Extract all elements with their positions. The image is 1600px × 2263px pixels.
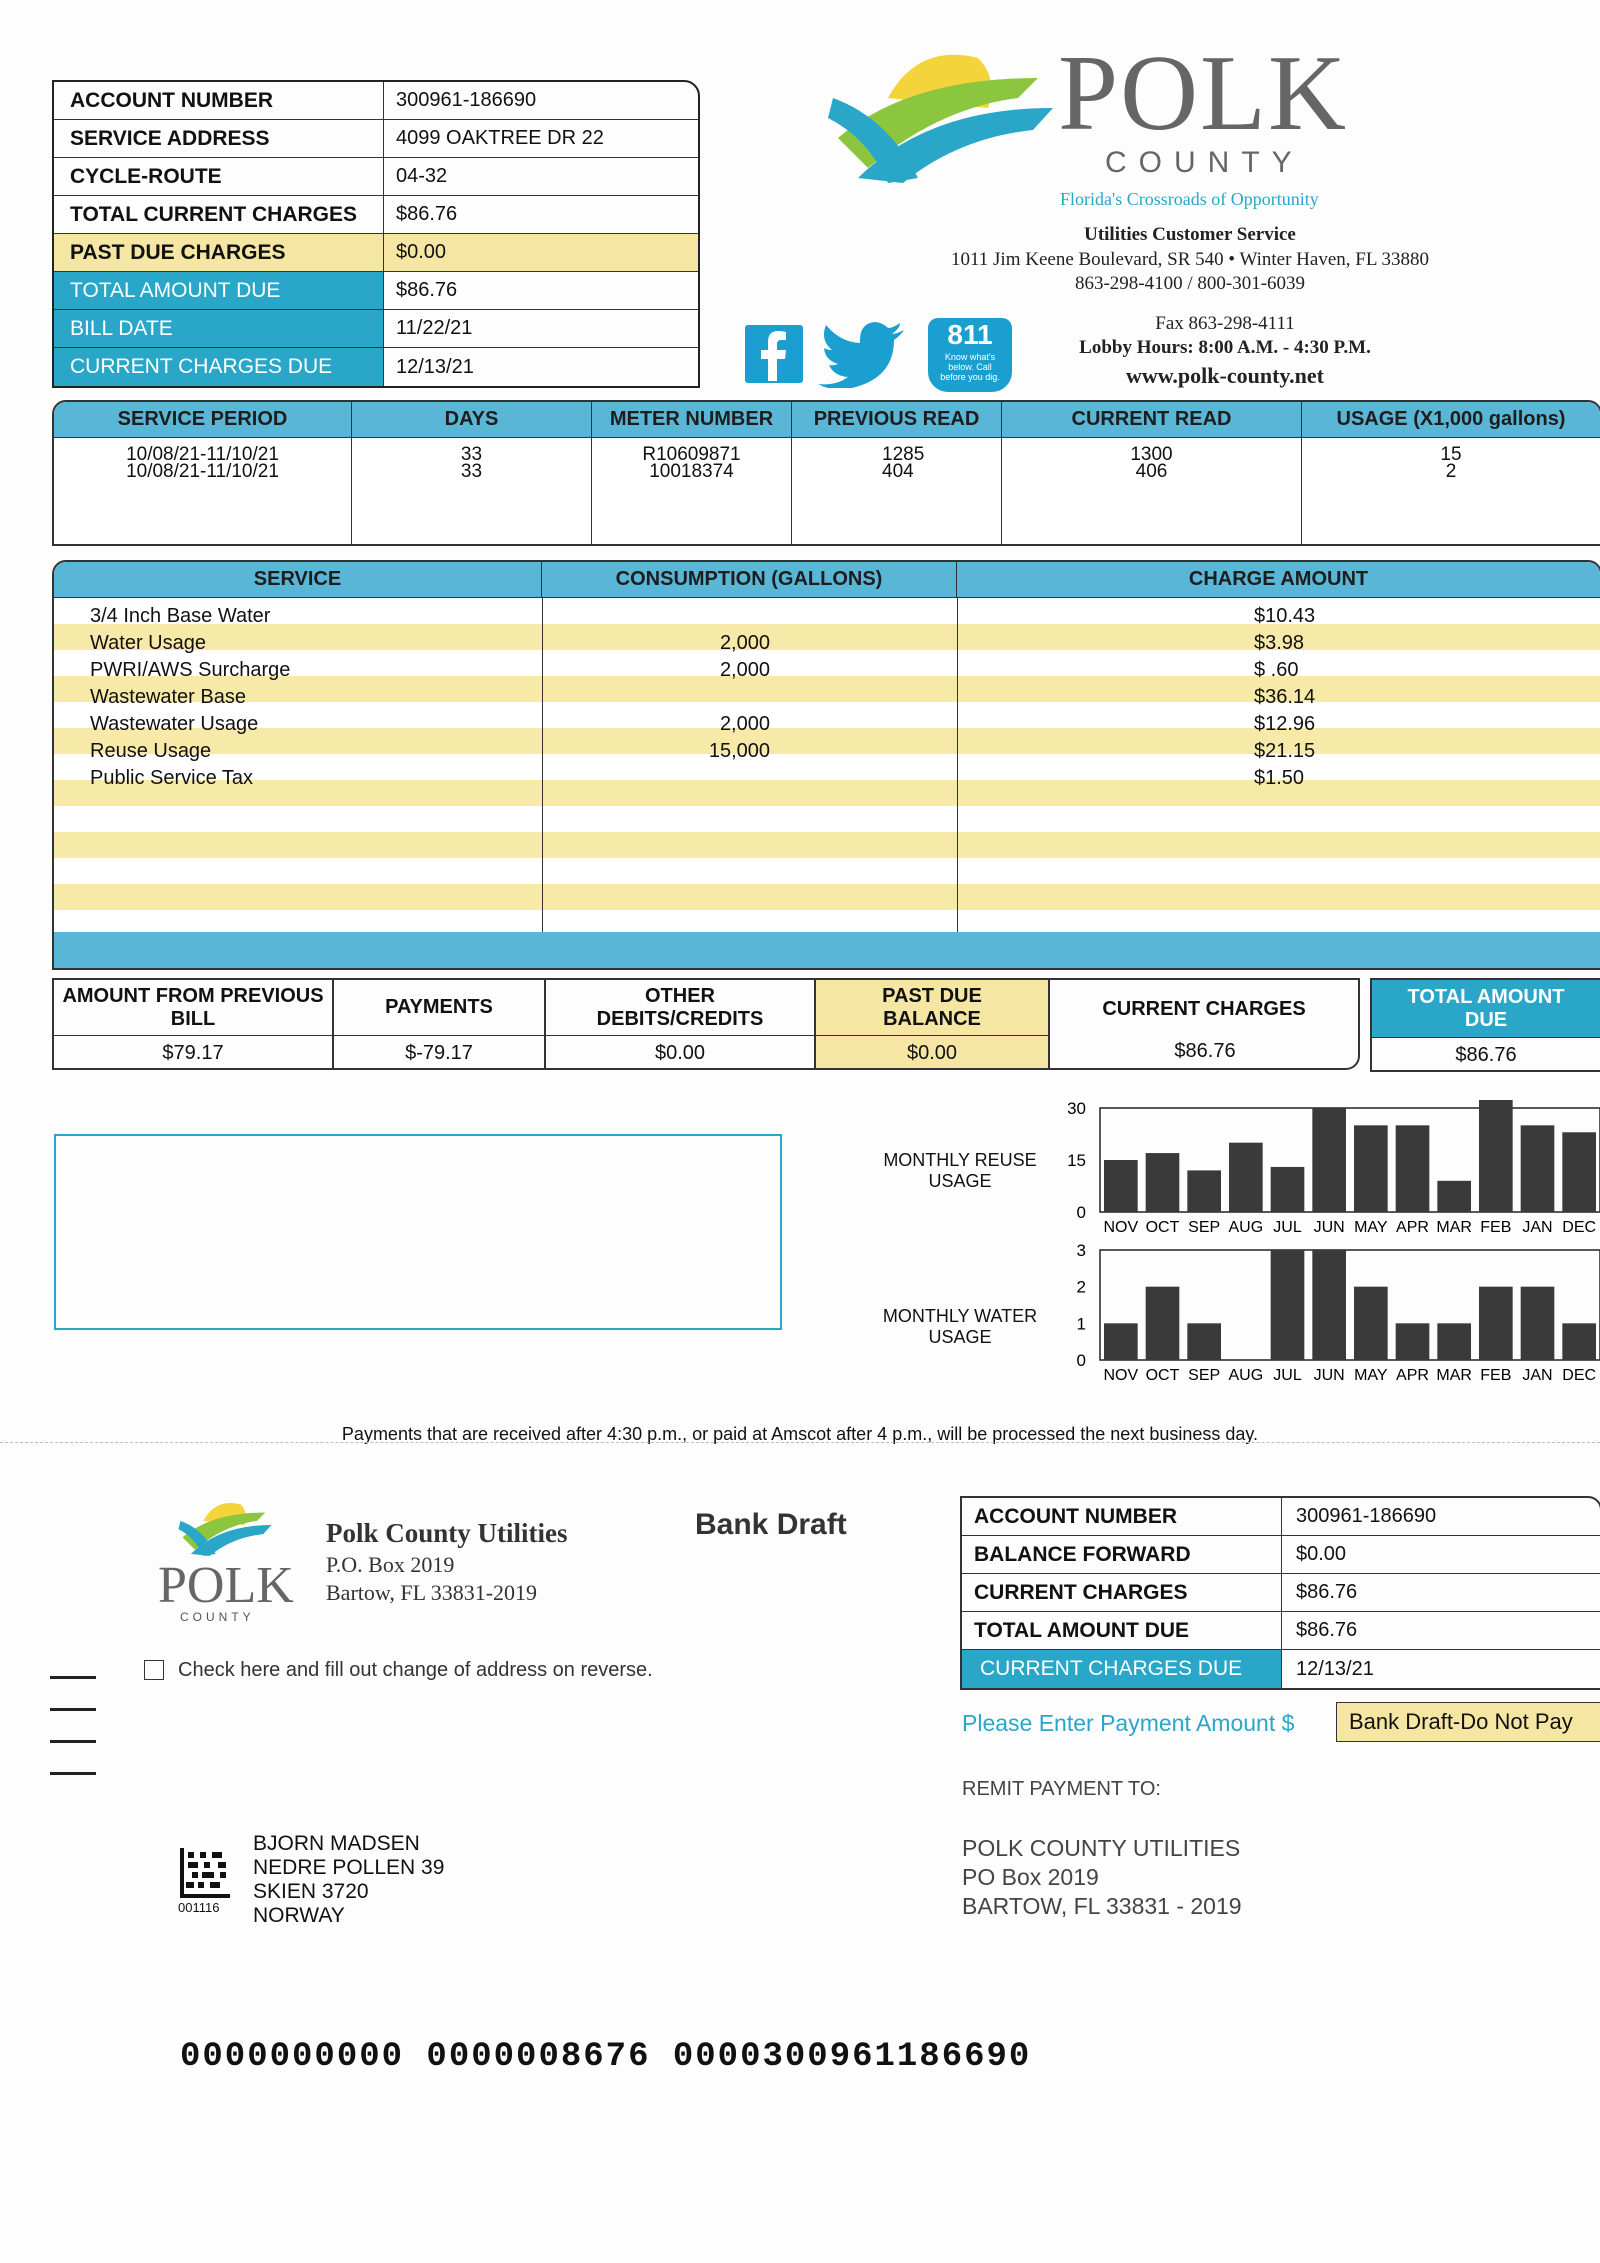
table-cell: 404 bbox=[882, 461, 914, 482]
stub-row bbox=[962, 1536, 1600, 1574]
service-name: Water Usage bbox=[90, 632, 206, 654]
stripe bbox=[54, 832, 1600, 858]
table-row bbox=[54, 602, 1600, 629]
y-tick-label: 2 bbox=[1076, 1277, 1086, 1297]
payment-notice: Payments that are received after 4:30 p.m., or paid at Amscot after 4 p.m., will be processed the next business day. bbox=[341, 1424, 1259, 1444]
meter-number-col bbox=[592, 438, 792, 546]
consumption: 15,000 bbox=[708, 740, 770, 762]
bar bbox=[1437, 1323, 1471, 1360]
water-chart-title: MONTHLY WATER USAGE bbox=[882, 1306, 1038, 1347]
bar bbox=[1562, 1323, 1596, 1360]
scanline-number: 0000000000 0000008676 0000300961186690 bbox=[180, 2038, 1032, 2076]
remit-address bbox=[962, 1834, 1242, 1921]
brand-county: COUNTY bbox=[1105, 146, 1304, 179]
change-address-label: Check here and fill out change of address on reverse. bbox=[178, 1659, 653, 1681]
account-number: 300961-186690 bbox=[396, 89, 537, 111]
x-tick-label: JUL bbox=[1273, 1367, 1302, 1384]
service-name: Wastewater Usage bbox=[90, 713, 259, 735]
bar bbox=[1479, 1100, 1513, 1212]
service-name: 3/4 Inch Base Water bbox=[90, 605, 271, 627]
total-due-col bbox=[1370, 978, 1600, 1072]
service-charges-table bbox=[52, 560, 1600, 970]
usage-col bbox=[1302, 438, 1600, 546]
payments-col bbox=[334, 978, 546, 1070]
stub-logo-county: COUNTY bbox=[180, 1610, 255, 1624]
stub-due-date: 12/13/21 bbox=[1296, 1657, 1374, 1680]
charge: $10.43 bbox=[1254, 605, 1316, 627]
stub-city: Bartow, FL 33831-2019 bbox=[326, 1580, 538, 1605]
meter-reading-table bbox=[52, 400, 1600, 546]
bar bbox=[1104, 1160, 1138, 1212]
col-header: CONSUMPTION (GALLONS) bbox=[542, 562, 957, 597]
bar bbox=[1562, 1132, 1596, 1212]
col-header: CURRENT CHARGES bbox=[1102, 998, 1306, 1020]
stripe bbox=[54, 858, 1600, 884]
y-tick-label: 15 bbox=[1067, 1151, 1086, 1170]
table-row bbox=[54, 629, 1600, 656]
service-name: Reuse Usage bbox=[90, 740, 212, 762]
table-row bbox=[54, 656, 1600, 683]
summary-label: CURRENT CHARGES DUE bbox=[54, 348, 384, 386]
other-debits-value: $0.00 bbox=[654, 1041, 706, 1064]
remit-label: REMIT PAYMENT TO: bbox=[962, 1778, 1161, 1800]
bar bbox=[1146, 1153, 1180, 1212]
facebook-icon[interactable] bbox=[745, 325, 803, 383]
table-cell: 1300 bbox=[1130, 444, 1173, 465]
x-tick-label: JUN bbox=[1313, 1219, 1345, 1236]
service-address: 4099 OAKTREE DR 22 bbox=[396, 127, 604, 149]
service-period-col bbox=[54, 438, 352, 546]
bar bbox=[1437, 1181, 1471, 1212]
x-tick-label: MAR bbox=[1436, 1367, 1472, 1384]
x-tick-label: APR bbox=[1396, 1219, 1429, 1236]
col-header: OTHER DEBITS/CREDITS bbox=[546, 980, 814, 1036]
stub-tick bbox=[50, 1676, 96, 1679]
x-tick-label: JUN bbox=[1313, 1367, 1345, 1384]
current-charges-due: 12/13/21 bbox=[396, 355, 474, 378]
perforation-line bbox=[0, 1442, 1600, 1443]
stub-label: CURRENT CHARGES bbox=[962, 1574, 1282, 1611]
x-tick-label: FEB bbox=[1480, 1367, 1512, 1384]
meter-table-header bbox=[54, 402, 1600, 438]
charge: $21.15 bbox=[1254, 740, 1316, 762]
service-table-header bbox=[54, 562, 1600, 598]
x-tick-label: MAY bbox=[1354, 1219, 1388, 1236]
table-row bbox=[54, 710, 1600, 737]
summary-row bbox=[54, 158, 698, 196]
reuse-chart-title: MONTHLY REUSE USAGE bbox=[883, 1150, 1037, 1191]
change-address-checkbox[interactable] bbox=[144, 1660, 164, 1680]
cycle-route: 04-32 bbox=[396, 165, 448, 187]
days-col bbox=[352, 438, 592, 546]
other-debits-col bbox=[546, 978, 816, 1070]
stub-current-charges: $86.76 bbox=[1296, 1581, 1358, 1603]
bar bbox=[1312, 1250, 1346, 1360]
remit-line: POLK COUNTY UTILITIES bbox=[962, 1835, 1241, 1861]
bar bbox=[1312, 1108, 1346, 1212]
past-due-charges: $0.00 bbox=[396, 241, 447, 263]
bar bbox=[1271, 1167, 1305, 1212]
datamatrix-code bbox=[180, 1848, 230, 1898]
previous-bill-col bbox=[52, 978, 334, 1070]
x-tick-label: APR bbox=[1396, 1367, 1429, 1384]
charge: $1.50 bbox=[1254, 767, 1305, 789]
call-811-badge bbox=[928, 318, 1012, 392]
service-name: PWRI/AWS Surcharge bbox=[90, 659, 291, 681]
qr-code-label: 001116 bbox=[178, 1900, 220, 1915]
summary-label: ACCOUNT NUMBER bbox=[54, 82, 384, 119]
stub-label: TOTAL AMOUNT DUE bbox=[962, 1612, 1282, 1649]
recipient-line: BJORN MADSEN bbox=[253, 1832, 420, 1855]
past-due-value: $0.00 bbox=[906, 1041, 958, 1064]
website-link[interactable]: www.polk-county.net bbox=[1125, 363, 1325, 388]
brand-name: POLK bbox=[1058, 34, 1349, 153]
stub-total-due: $86.76 bbox=[1296, 1619, 1358, 1641]
bar bbox=[1146, 1287, 1180, 1360]
payment-method: Bank Draft bbox=[695, 1508, 847, 1541]
x-tick-label: OCT bbox=[1145, 1367, 1180, 1384]
x-tick-label: NOV bbox=[1103, 1219, 1139, 1236]
col-header: CURRENT READ bbox=[1002, 402, 1302, 437]
col-header: METER NUMBER bbox=[592, 402, 792, 437]
stub-row bbox=[962, 1574, 1600, 1612]
stub-po-box: P.O. Box 2019 bbox=[326, 1552, 455, 1577]
summary-label: PAST DUE CHARGES bbox=[54, 234, 384, 271]
badge-811-number: 811 bbox=[947, 319, 993, 350]
stub-logo-word: POLK bbox=[158, 1557, 294, 1614]
stub-label: CURRENT CHARGES DUE bbox=[962, 1650, 1282, 1688]
x-tick-label: OCT bbox=[1145, 1219, 1180, 1236]
service-name: Public Service Tax bbox=[90, 767, 254, 789]
col-header: PAYMENTS bbox=[334, 980, 544, 1036]
stub-org-name: Polk County Utilities bbox=[326, 1518, 568, 1548]
summary-label: CYCLE-ROUTE bbox=[54, 158, 384, 195]
x-tick-label: DEC bbox=[1562, 1367, 1597, 1384]
current-read-col bbox=[1002, 438, 1302, 546]
consumption: 2,000 bbox=[719, 632, 770, 654]
stub-summary-table bbox=[960, 1496, 1600, 1690]
message-box bbox=[54, 1134, 782, 1330]
bar bbox=[1187, 1170, 1221, 1212]
current-charges-value: $86.76 bbox=[1174, 1039, 1236, 1062]
bar bbox=[1521, 1125, 1555, 1212]
bar bbox=[1271, 1250, 1305, 1360]
badge-811-text: Know what's below. Call before you dig. bbox=[940, 352, 1000, 382]
x-tick-label: AUG bbox=[1228, 1219, 1264, 1236]
summary-row bbox=[54, 82, 698, 120]
balance-summary-row bbox=[52, 978, 1600, 1070]
stub-logo-mark bbox=[176, 1496, 276, 1556]
y-tick-label: 1 bbox=[1076, 1314, 1086, 1334]
previous-read-col bbox=[792, 438, 1002, 546]
table-cell: 10/08/21-11/10/21 bbox=[126, 461, 279, 482]
x-tick-label: SEP bbox=[1188, 1219, 1221, 1236]
bar bbox=[1396, 1323, 1430, 1360]
x-tick-label: AUG bbox=[1228, 1367, 1264, 1384]
table-row bbox=[54, 683, 1600, 710]
bar bbox=[1396, 1125, 1430, 1212]
table-row bbox=[54, 764, 1600, 791]
total-amount-due: $86.76 bbox=[396, 279, 458, 301]
twitter-icon[interactable] bbox=[818, 322, 906, 388]
y-tick-label: 30 bbox=[1067, 1100, 1086, 1118]
stub-label: ACCOUNT NUMBER bbox=[962, 1498, 1282, 1535]
col-header: SERVICE PERIOD bbox=[54, 402, 352, 437]
col-header: DAYS bbox=[352, 402, 592, 437]
recipient-address bbox=[253, 1832, 444, 1928]
table-footer-band bbox=[54, 932, 1600, 968]
table-cell: 10/08/21-11/10/21 bbox=[126, 444, 279, 465]
total-due-value: $86.76 bbox=[1455, 1043, 1517, 1066]
service-rows bbox=[54, 602, 1600, 791]
x-tick-label: JUL bbox=[1273, 1219, 1302, 1236]
bill-date: 11/22/21 bbox=[396, 317, 473, 339]
stub-tick bbox=[50, 1740, 96, 1743]
table-row bbox=[54, 737, 1600, 764]
summary-label: BILL DATE bbox=[54, 310, 384, 347]
payment-amount-prompt: Please Enter Payment Amount $ bbox=[962, 1710, 1295, 1736]
stub-label: BALANCE FORWARD bbox=[962, 1536, 1282, 1573]
past-due-col bbox=[816, 978, 1050, 1070]
y-tick-label: 3 bbox=[1076, 1241, 1086, 1260]
brand-tagline: Florida's Crossroads of Opportunity bbox=[1060, 189, 1319, 209]
col-header: USAGE (X1,000 gallons) bbox=[1336, 408, 1566, 430]
stub-tick bbox=[50, 1772, 96, 1775]
previous-bill-value: $79.17 bbox=[162, 1041, 224, 1064]
charge: $36.14 bbox=[1254, 686, 1316, 708]
summary-row bbox=[54, 348, 698, 386]
x-tick-label: SEP bbox=[1188, 1367, 1221, 1384]
polk-county-logo-mark bbox=[828, 38, 1058, 183]
x-tick-label: JAN bbox=[1522, 1367, 1553, 1384]
col-header: PREVIOUS READ bbox=[792, 402, 1002, 437]
stub-account-number: 300961-186690 bbox=[1296, 1505, 1437, 1527]
summary-row bbox=[54, 120, 698, 158]
charge: $ .60 bbox=[1254, 659, 1299, 681]
table-cell: 33 bbox=[460, 444, 483, 465]
charge: $3.98 bbox=[1254, 632, 1305, 654]
stub-row bbox=[962, 1650, 1600, 1688]
summary-row bbox=[54, 272, 698, 310]
table-cell: 406 bbox=[1135, 461, 1168, 482]
col-header: AMOUNT FROM PREVIOUS BILL bbox=[54, 980, 332, 1036]
reuse-usage-chart bbox=[1050, 1100, 1600, 1240]
stub-row bbox=[962, 1612, 1600, 1650]
stub-tick bbox=[50, 1708, 96, 1711]
account-summary-table bbox=[52, 80, 700, 388]
water-usage-chart bbox=[1050, 1236, 1600, 1386]
contact-fax: Fax 863-298-4111 bbox=[1155, 313, 1295, 334]
table-cell: 1285 bbox=[882, 444, 925, 465]
recipient-line: NORWAY bbox=[253, 1904, 345, 1927]
col-header: PAST DUE BALANCE bbox=[816, 980, 1048, 1036]
table-cell: 2 bbox=[1445, 461, 1457, 482]
consumption: 2,000 bbox=[719, 659, 770, 681]
charge: $12.96 bbox=[1254, 713, 1316, 735]
lobby-hours: Lobby Hours: 8:00 A.M. - 4:30 P.M. bbox=[1079, 337, 1371, 358]
summary-label: TOTAL AMOUNT DUE bbox=[54, 272, 384, 309]
bar bbox=[1354, 1287, 1388, 1360]
x-tick-label: MAR bbox=[1436, 1219, 1472, 1236]
contact-address: 1011 Jim Keene Boulevard, SR 540 • Winter Haven, FL 33880 bbox=[950, 249, 1429, 270]
bar bbox=[1229, 1143, 1263, 1212]
col-header: CHARGE AMOUNT bbox=[1188, 568, 1369, 590]
service-name: Wastewater Base bbox=[90, 686, 246, 708]
consumption: 2,000 bbox=[719, 713, 770, 735]
table-cell: R10609871 bbox=[642, 444, 741, 465]
col-header: TOTAL AMOUNT DUE bbox=[1372, 980, 1600, 1038]
summary-label: TOTAL CURRENT CHARGES bbox=[54, 196, 384, 233]
summary-row bbox=[54, 310, 698, 348]
bar bbox=[1354, 1125, 1388, 1212]
y-tick-label: 0 bbox=[1076, 1351, 1086, 1370]
y-tick-label: 0 bbox=[1076, 1203, 1086, 1222]
dept-name: Utilities Customer Service bbox=[1084, 224, 1296, 245]
payments-value: $-79.17 bbox=[405, 1041, 473, 1064]
recipient-line: SKIEN 3720 bbox=[253, 1880, 369, 1903]
contact-phones: 863-298-4100 / 800-301-6039 bbox=[1074, 273, 1306, 294]
total-current-charges: $86.76 bbox=[396, 203, 458, 225]
meter-table-body bbox=[54, 438, 1600, 546]
remit-line: BARTOW, FL 33831 - 2019 bbox=[962, 1893, 1242, 1919]
x-tick-label: NOV bbox=[1103, 1367, 1139, 1384]
summary-row bbox=[54, 234, 698, 272]
x-tick-label: DEC bbox=[1562, 1219, 1597, 1236]
stripe bbox=[54, 806, 1600, 832]
bar bbox=[1104, 1323, 1138, 1360]
stripe bbox=[54, 884, 1600, 910]
table-cell: 10018374 bbox=[649, 461, 734, 482]
stub-row bbox=[962, 1498, 1600, 1536]
summary-label: SERVICE ADDRESS bbox=[54, 120, 384, 157]
bar bbox=[1521, 1287, 1555, 1360]
table-cell: 33 bbox=[460, 461, 483, 482]
remit-line: PO Box 2019 bbox=[962, 1864, 1099, 1890]
recipient-line: NEDRE POLLEN 39 bbox=[253, 1856, 445, 1879]
bar bbox=[1187, 1323, 1221, 1360]
x-tick-label: JAN bbox=[1522, 1219, 1553, 1236]
x-tick-label: MAY bbox=[1354, 1367, 1388, 1384]
payment-amount-input[interactable]: Bank Draft-Do Not Pay bbox=[1336, 1702, 1600, 1742]
summary-row bbox=[54, 196, 698, 234]
stub-balance-forward: $0.00 bbox=[1296, 1543, 1347, 1565]
bar bbox=[1479, 1287, 1513, 1360]
x-tick-label: FEB bbox=[1480, 1219, 1512, 1236]
table-cell: 15 bbox=[1440, 444, 1462, 465]
col-header: SERVICE bbox=[54, 562, 542, 597]
